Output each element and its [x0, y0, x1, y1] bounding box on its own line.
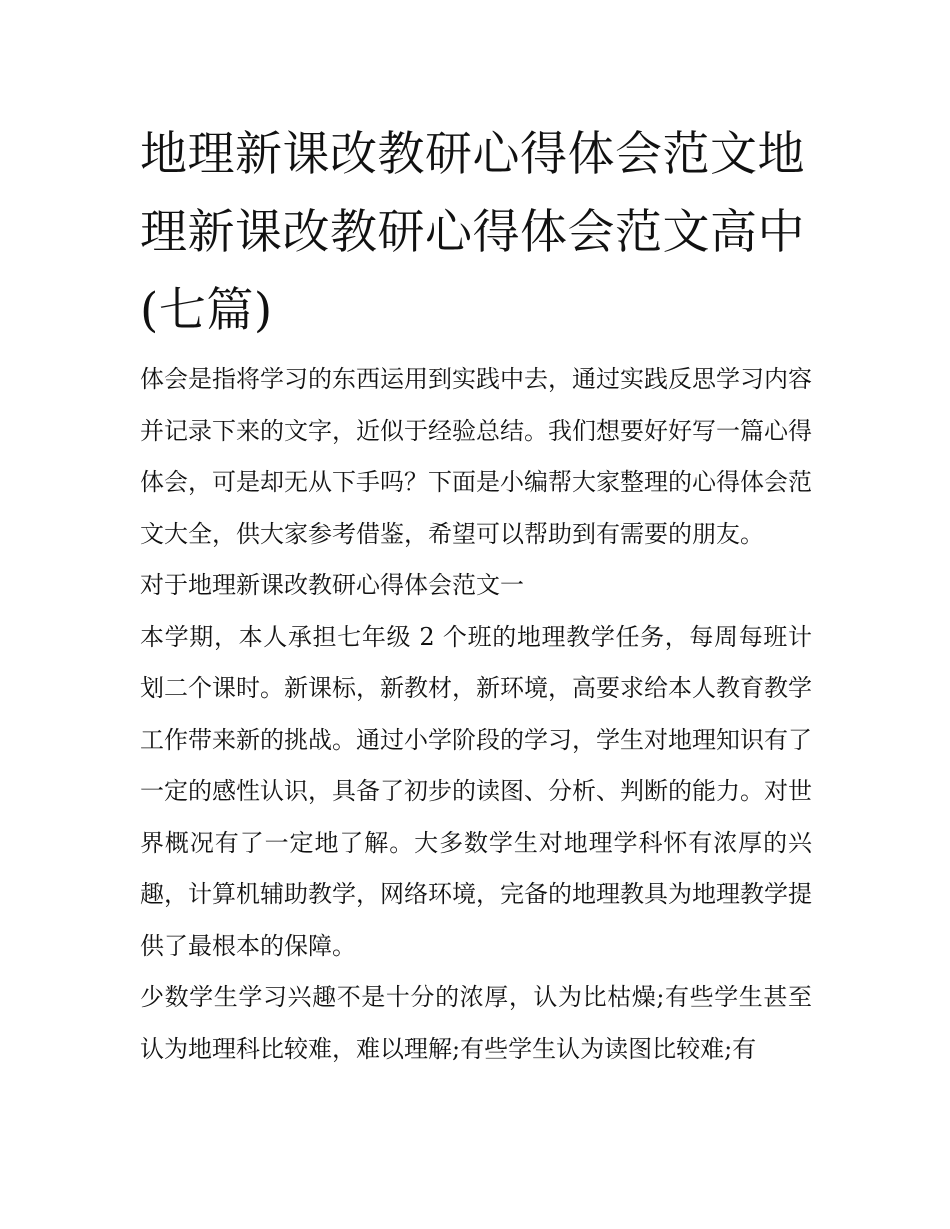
document-title: 地理新课改教研心得体会范文地理新课改教研心得体会范文高中(七篇): [140, 127, 805, 338]
intro-paragraph: 体会是指将学习的东西运用到实践中去，通过实践反思学习内容并记录下来的文字，近似于经验总结。我们想要好好写一篇心得体会，可是却无从下手吗？下面是小编帮大家整理的心得体会范文大全，供大家参考借鉴，希望可以帮助到有需要的朋友。: [140, 365, 812, 548]
document-page: [140, 116, 812, 1075]
section-heading: 对于地理新课改教研心得体会范文一: [140, 571, 524, 599]
body-paragraph-1: 本学期，本人承担七年级 2 个班的地理教学任务，每周每班计划二个课时。新课标，新教材，新环境，高要求给本人教育教学工作带来新的挑战。通过小学阶段的学习，学生对地理知识有了一定的感性认识，具备了初步的读图、分析、判断的能力。对世界概况有了一定地了解。大多数学生对地理学科怀有浓厚的兴趣，计算机辅助教学，网络环境，完备的地理教具为地理教学提供了最根本的保障。: [140, 622, 812, 960]
body-paragraph-2: 少数学生学习兴趣不是十分的浓厚，认为比枯燥;有些学生甚至认为地理科比较难，难以理解;有些学生认为读图比较难;有: [140, 983, 812, 1063]
